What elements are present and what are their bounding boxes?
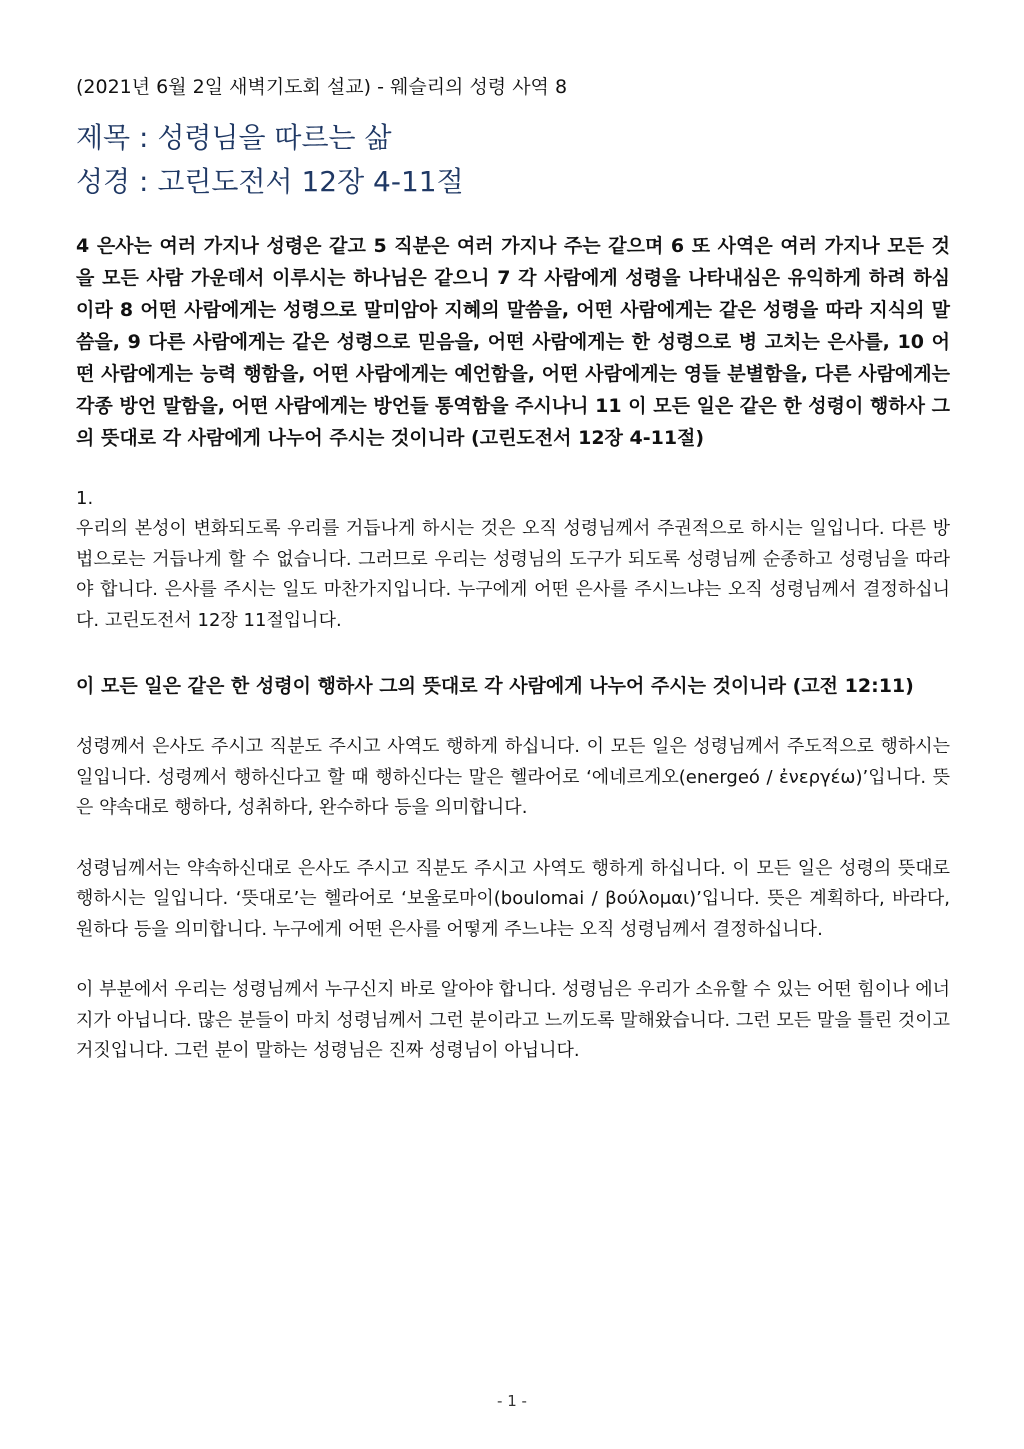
scripture-reference: 성경 : 고린도전서 12장 4-11절	[76, 165, 464, 198]
body-paragraph: 이 부분에서 우리는 성령님께서 누구신지 바로 알아야 합니다. 성령님은 우리가 소유할 수 있는 어떤 힘이나 에너지가 아닙니다. 많은 분들이 마치 성령님께서 그런 분이라고 느끼도록 말해왔습니다. 그런 모든 말을 틀린 것이고 거짓입니다. 그런 분이 말하는 성령님은 진짜 성령님이 아닙니다.	[76, 979, 951, 1061]
body-paragraph: 성령님께서는 약속하신대로 은사도 주시고 직분도 주시고 사역도 행하게 하십니다. 이 모든 일은 성령의 뜻대로 행하시는 일입니다. ‘뜻대로’는 헬라어로 ‘보울로마이(boulomai / βούλομαι)’입니다. 뜻은 계획하다, 바라다, 원하다 등을 의미합니다. 누구에게 어떤 은사를 어떻게 주느냐는 오직 성령님께서 결정하십니다.	[76, 857, 950, 940]
body-section	[76, 732, 950, 1067]
page-number: - 1 -	[497, 1392, 527, 1410]
sermon-title: 제목 : 성령님을 따르는 삶	[76, 121, 392, 154]
section-number: 1.	[76, 488, 94, 509]
scripture-text: 4 은사는 여러 가지나 성령은 같고 5 직분은 여러 가지나 주는 같으며 6 또 사역은 여러 가지나 모든 것을 모든 사람 가운데서 이루시는 하나님은 같으니 7 각 사람에게 성령을 나타내심은 유익하게 하려 하심이라 8 어떤 사람에게는 성령으로 말미암아 지혜의 말씀을, 어떤 사람에게는 같은 성령을 따라 지식의 말씀을, 9 다른 사람에게는 같은 성령으로 믿음을, 어떤 사람에게는 한 성령으로 병 고치는 은사를, 10 어떤 사람에게는 능력 행함을, 어떤 사람에게는 예언함을, 어떤 사람에게는 영들 분별함을, 다른 사람에게는 각종 방언 말함을, 어떤 사람에게는 방언들 통역함을 주시나니 11 이 모든 일은 같은 한 성령이 행하사 그의 뜻대로 각 사람에게 나누어 주시는 것이니라 (고린도전서 12장 4-11절)	[76, 235, 950, 449]
quoted-verse: 이 모든 일은 같은 한 성령이 행하사 그의 뜻대로 각 사람에게 나누어 주시는 것이니라 (고전 12:11)	[76, 675, 914, 697]
body-paragraph: 성령께서 은사도 주시고 직분도 주시고 사역도 행하게 하십니다. 이 모든 일은 성령님께서 주도적으로 행하시는 일입니다. 성령께서 행하신다고 할 때 행하신다는 말은 헬라어로 ‘에네르게오(energeó / ἐνεργέω)’입니다. 뜻은 약속대로 행하다, 성취하다, 완수하다 등을 의미합니다.	[76, 736, 950, 818]
page-content	[76, 62, 950, 1067]
body-paragraph: 우리의 본성이 변화되도록 우리를 거듭나게 하시는 것은 오직 성령님께서 주권적으로 하시는 일입니다. 다른 방법으로는 거듭나게 할 수 없습니다. 그러므로 우리는 성령님의 도구가 되도록 성령님께 순종하고 성령님을 따라야 합니다. 은사를 주시는 일도 마찬가지입니다. 누구에게 어떤 은사를 주시느냐는 오직 성령님께서 결정하십니다. 고린도전서 12장 11절입니다.	[76, 518, 950, 631]
title-block	[76, 116, 950, 204]
sermon-header: (2021년 6월 2일 새벽기도회 설교) - 웨슬리의 성령 사역 8	[76, 76, 568, 98]
